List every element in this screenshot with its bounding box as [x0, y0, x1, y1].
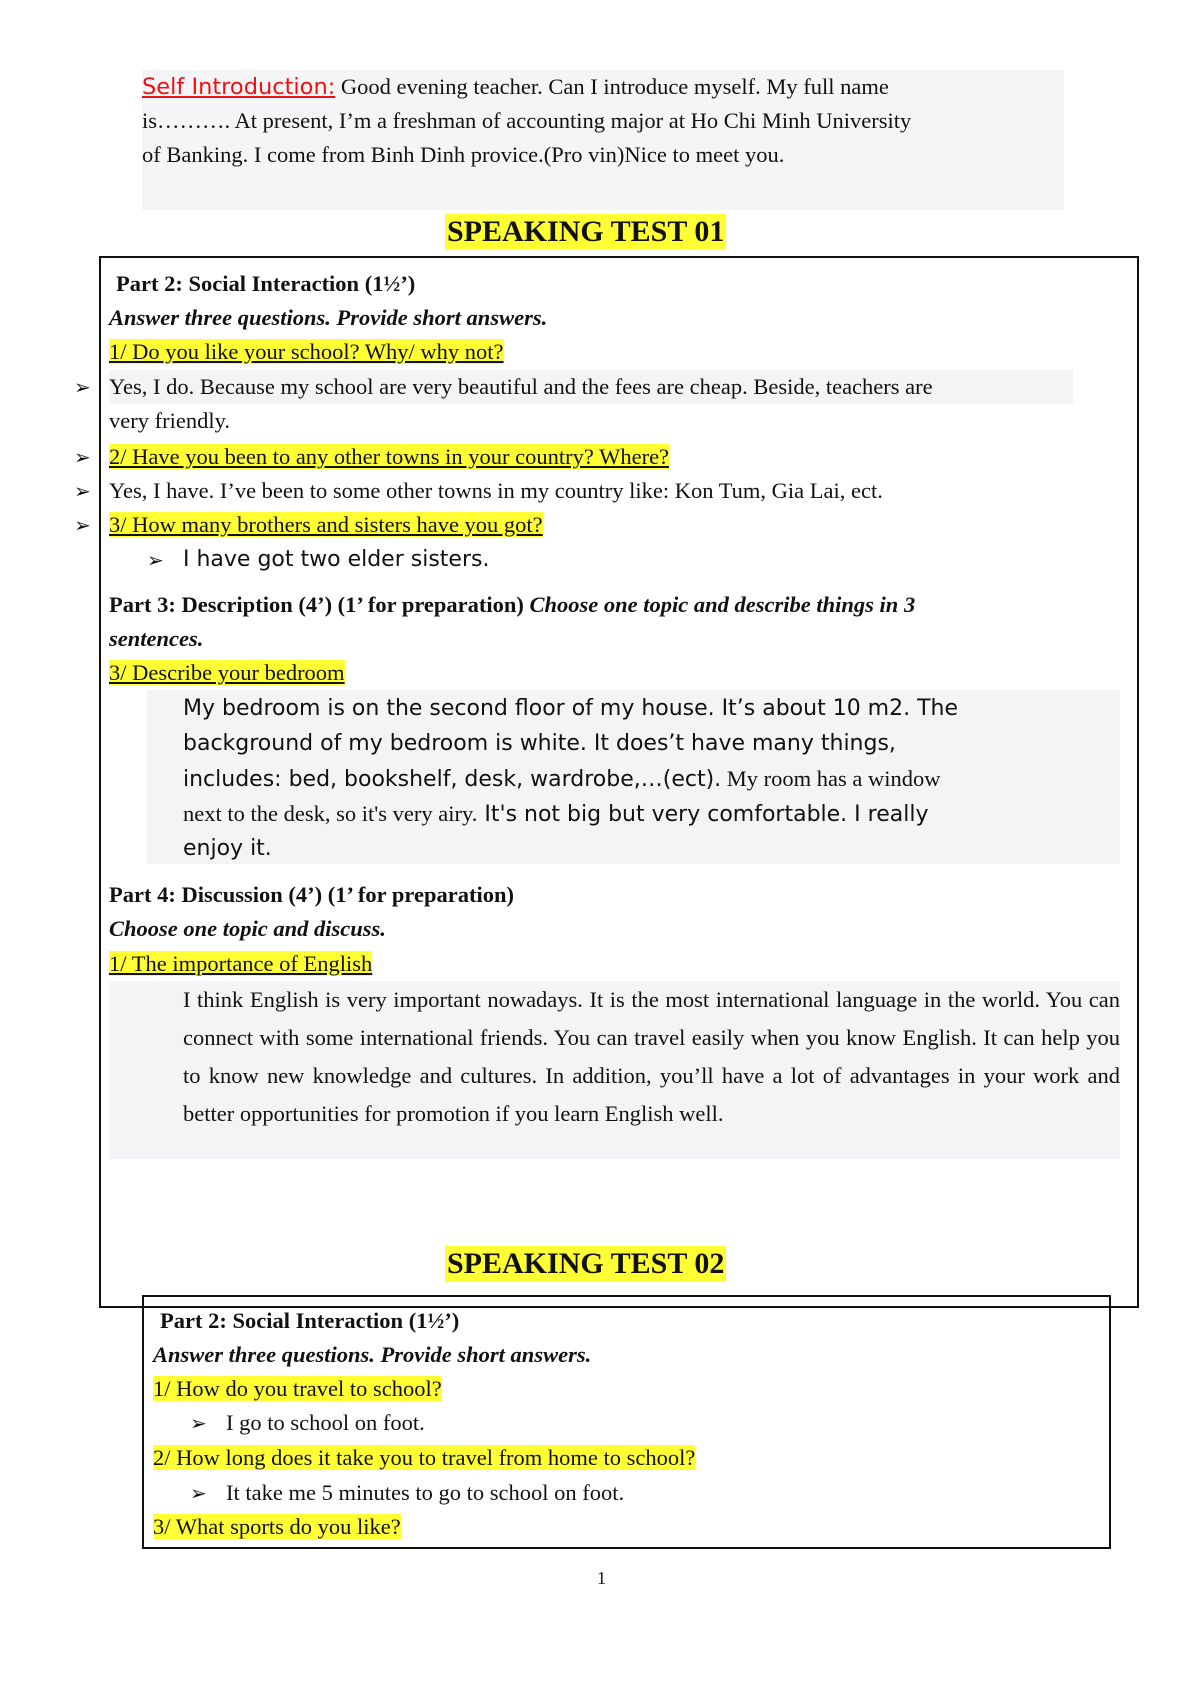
bullet-arrow-icon: ➢ — [190, 1411, 207, 1435]
test1-part3-a-line2: background of my bedroom is white. It does’t have many things, — [183, 731, 896, 756]
test1-a1-line2: very friendly. — [109, 408, 230, 433]
page-number: 1 — [597, 1568, 606, 1588]
test1-part3-instruction: Choose one topic and describe things in 3 — [529, 592, 916, 617]
test1-part4-question: 1/ The importance of English — [109, 951, 373, 976]
test1-a1-line1: Yes, I do. Because my school are very beautiful and the fees are cheap. Beside, teachers are — [109, 374, 933, 399]
test2-q3: 3/ What sports do you like? — [153, 1514, 401, 1539]
test1-part3-a-line3-serif: My room has a window — [721, 766, 941, 791]
intro-line-1 — [142, 70, 889, 104]
test1-part3-instruction-2: sentences. — [109, 626, 204, 651]
speaking-test-01-title: SPEAKING TEST 01 — [447, 215, 725, 248]
test1-q3: 3/ How many brothers and sisters have you got? — [109, 512, 543, 537]
test1-part3-a-line5: enjoy it. — [183, 836, 272, 861]
test1-part3-heading-line — [109, 588, 915, 622]
bullet-arrow-icon: ➢ — [147, 548, 164, 572]
test2-part2-heading: Part 2: Social Interaction (1½’) — [160, 1308, 460, 1333]
test1-part2-heading: Part 2: Social Interaction (1½’) — [116, 271, 416, 296]
bullet-arrow-icon: ➢ — [74, 445, 91, 469]
test1-part3-a-line3-sans: includes: bed, bookshelf, desk, wardrobe,…(ect). — [183, 767, 722, 792]
test2-part2-instruction: Answer three questions. Provide short answers. — [153, 1342, 592, 1367]
test1-part4-instruction: Choose one topic and discuss. — [109, 916, 386, 941]
test1-part3-a-line1: My bedroom is on the second floor of my house. It’s about 10 m2. The — [183, 696, 959, 721]
self-introduction — [142, 70, 1064, 210]
test1-part3-a-line4-sans: It's not big but very comfortable. I really — [477, 802, 929, 827]
test1-part3-heading: Part 3: Description (4’) (1’ for preparation) — [109, 592, 524, 617]
bullet-arrow-icon: ➢ — [74, 513, 91, 537]
test1-part4-answer: I think English is very important nowadays. It is the most international language in the world. You can connect with some international friends. You can travel easily when you know English. It can help you to know new knowledge and cultures. In addition, you’ll have a lot of advantages in your work and better opportunities for promotion if you learn English well. — [183, 987, 1120, 1126]
test2-a2: It take me 5 minutes to go to school on foot. — [226, 1480, 625, 1505]
test1-part2-instruction: Answer three questions. Provide short answers. — [109, 305, 548, 330]
test1-part3-question: 3/ Describe your bedroom — [109, 660, 345, 685]
bullet-arrow-icon: ➢ — [190, 1481, 207, 1505]
intro-label: Self Introduction: — [142, 74, 336, 100]
test1-part4-heading: Part 4: Discussion (4’) (1’ for preparation) — [109, 882, 514, 907]
test2-q1: 1/ How do you travel to school? — [153, 1376, 442, 1401]
test1-q2: 2/ Have you been to any other towns in your country? Where? — [109, 444, 670, 469]
test1-a2: Yes, I have. I’ve been to some other towns in my country like: Kon Tum, Gia Lai, ect. — [109, 478, 883, 503]
test1-q1: 1/ Do you like your school? Why/ why not? — [109, 339, 504, 364]
test1-part3-a-line3 — [183, 762, 941, 797]
intro-line-2: is………. At present, I’m a freshman of accounting major at Ho Chi Minh University — [142, 108, 912, 133]
speaking-test-02-title: SPEAKING TEST 02 — [447, 1247, 725, 1280]
intro-text: Good evening teacher. Can I introduce myself. My full name — [335, 74, 889, 99]
test1-a3: I have got two elder sisters. — [183, 547, 490, 572]
bullet-arrow-icon: ➢ — [74, 375, 91, 399]
test2-q2: 2/ How long does it take you to travel from home to school? — [153, 1445, 696, 1470]
bullet-arrow-icon: ➢ — [74, 479, 91, 503]
test1-part3-a-line4-serif: next to the desk, so it's very airy. — [183, 801, 478, 826]
test2-a1: I go to school on foot. — [226, 1410, 425, 1435]
test1-part3-a-line4 — [183, 797, 928, 832]
intro-line-3: of Banking. I come from Binh Dinh provice.(Pro vin)Nice to meet you. — [142, 142, 785, 167]
